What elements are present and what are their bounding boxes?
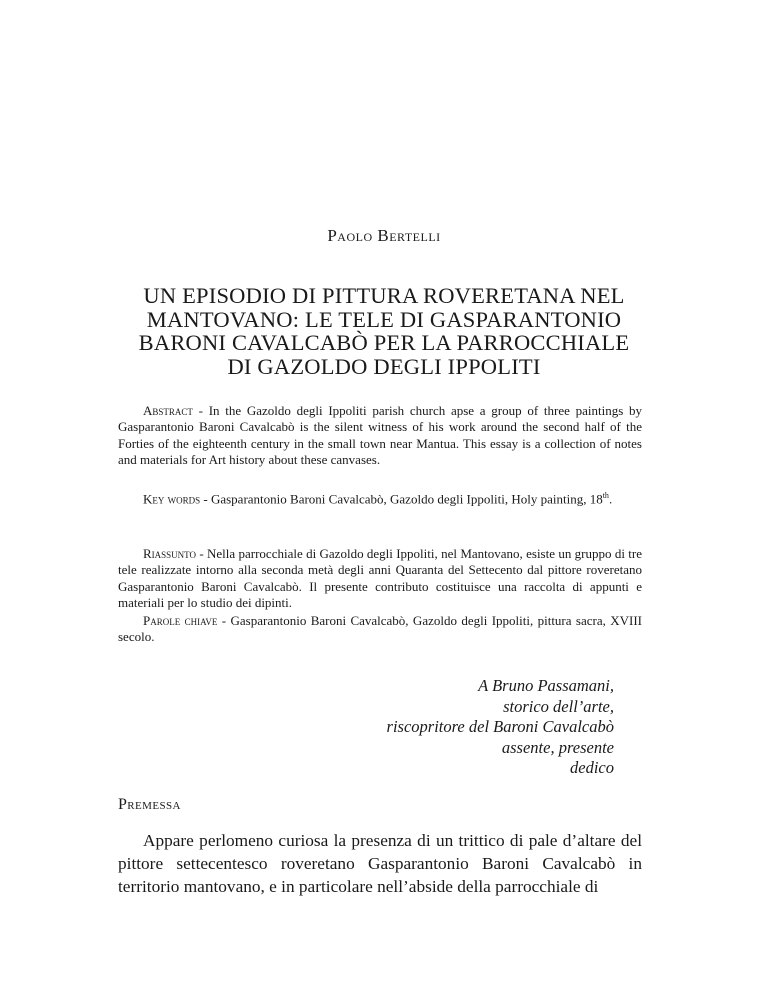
section-heading: Premessa <box>118 796 181 813</box>
dedication-line: dedico <box>570 758 614 777</box>
title-line: MANTOVANO: LE TELE DI GASPARANTONIO <box>146 306 622 332</box>
keywords-end: . <box>608 491 613 507</box>
dedication-line: riscopritore del Baroni Cavalcabò <box>386 717 614 736</box>
riassunto-text: - Nella parrocchiale di Gazoldo degli Ippoliti, nel Mantovano, esiste un gruppo di tre tele realizzate intorno alla seconda metà degli anni Quaranta del Settecento dal pittore roveretano Gasparantonio Baroni Cavalcabò. Il presente contributo costituisce una raccolta di appunti e materiali per lo studio dei dipinti. <box>118 546 642 611</box>
keywords-paragraph <box>118 488 642 508</box>
riassunto-label: Riassunto <box>143 546 197 561</box>
title-line: UN EPISODIO DI PITTURA ROVERETANA NEL <box>143 283 625 308</box>
title-line: BARONI CAVALCABÒ PER LA PARROCCHIALE <box>138 330 630 355</box>
parole-chiave-text: - Gasparantonio Baroni Cavalcabò, Gazoldo degli Ippoliti, pittura sacra, XVIII secolo. <box>118 613 642 645</box>
parole-chiave-paragraph <box>118 613 642 646</box>
riassunto-paragraph <box>118 546 642 612</box>
keywords-label: Key words <box>143 491 201 507</box>
abstract-paragraph <box>118 403 642 469</box>
body-paragraph: Appare perlomeno curiosa la presenza di un trittico di pale d’altare del pittore settecentesco roveretano Gasparantonio Baroni Cavalcabò in territorio mantovano, e in particolare nell’abside della parrocchiale di <box>118 831 642 896</box>
abstract-text: - In the Gazoldo degli Ippoliti parish church apse a group of three paintings by Gasparantonio Baroni Cavalcabò is the silent witness of his work around the second half of the Forties of the eighteenth century in the small town near Mantua. This essay is a collection of notes and materials for Art history about these canvases. <box>118 403 642 468</box>
author-name: Paolo Bertelli <box>327 226 441 245</box>
keywords-text: - Gasparantonio Baroni Cavalcabò, Gazoldo degli Ippoliti, Holy painting, 18 <box>200 491 603 507</box>
keywords-superscript: th <box>602 491 609 500</box>
parole-chiave-label: Parole chiave <box>143 613 218 628</box>
title-line: DI GAZOLDO DEGLI IPPOLITI <box>227 353 541 379</box>
dedication-line: assente, presente <box>501 737 614 757</box>
article-title <box>100 284 668 378</box>
abstract-label: Abstract <box>143 403 193 418</box>
dedication-line: A Bruno Passamani, <box>478 676 614 695</box>
dedication <box>387 676 614 779</box>
dedication-line: storico dell’arte, <box>503 696 614 716</box>
